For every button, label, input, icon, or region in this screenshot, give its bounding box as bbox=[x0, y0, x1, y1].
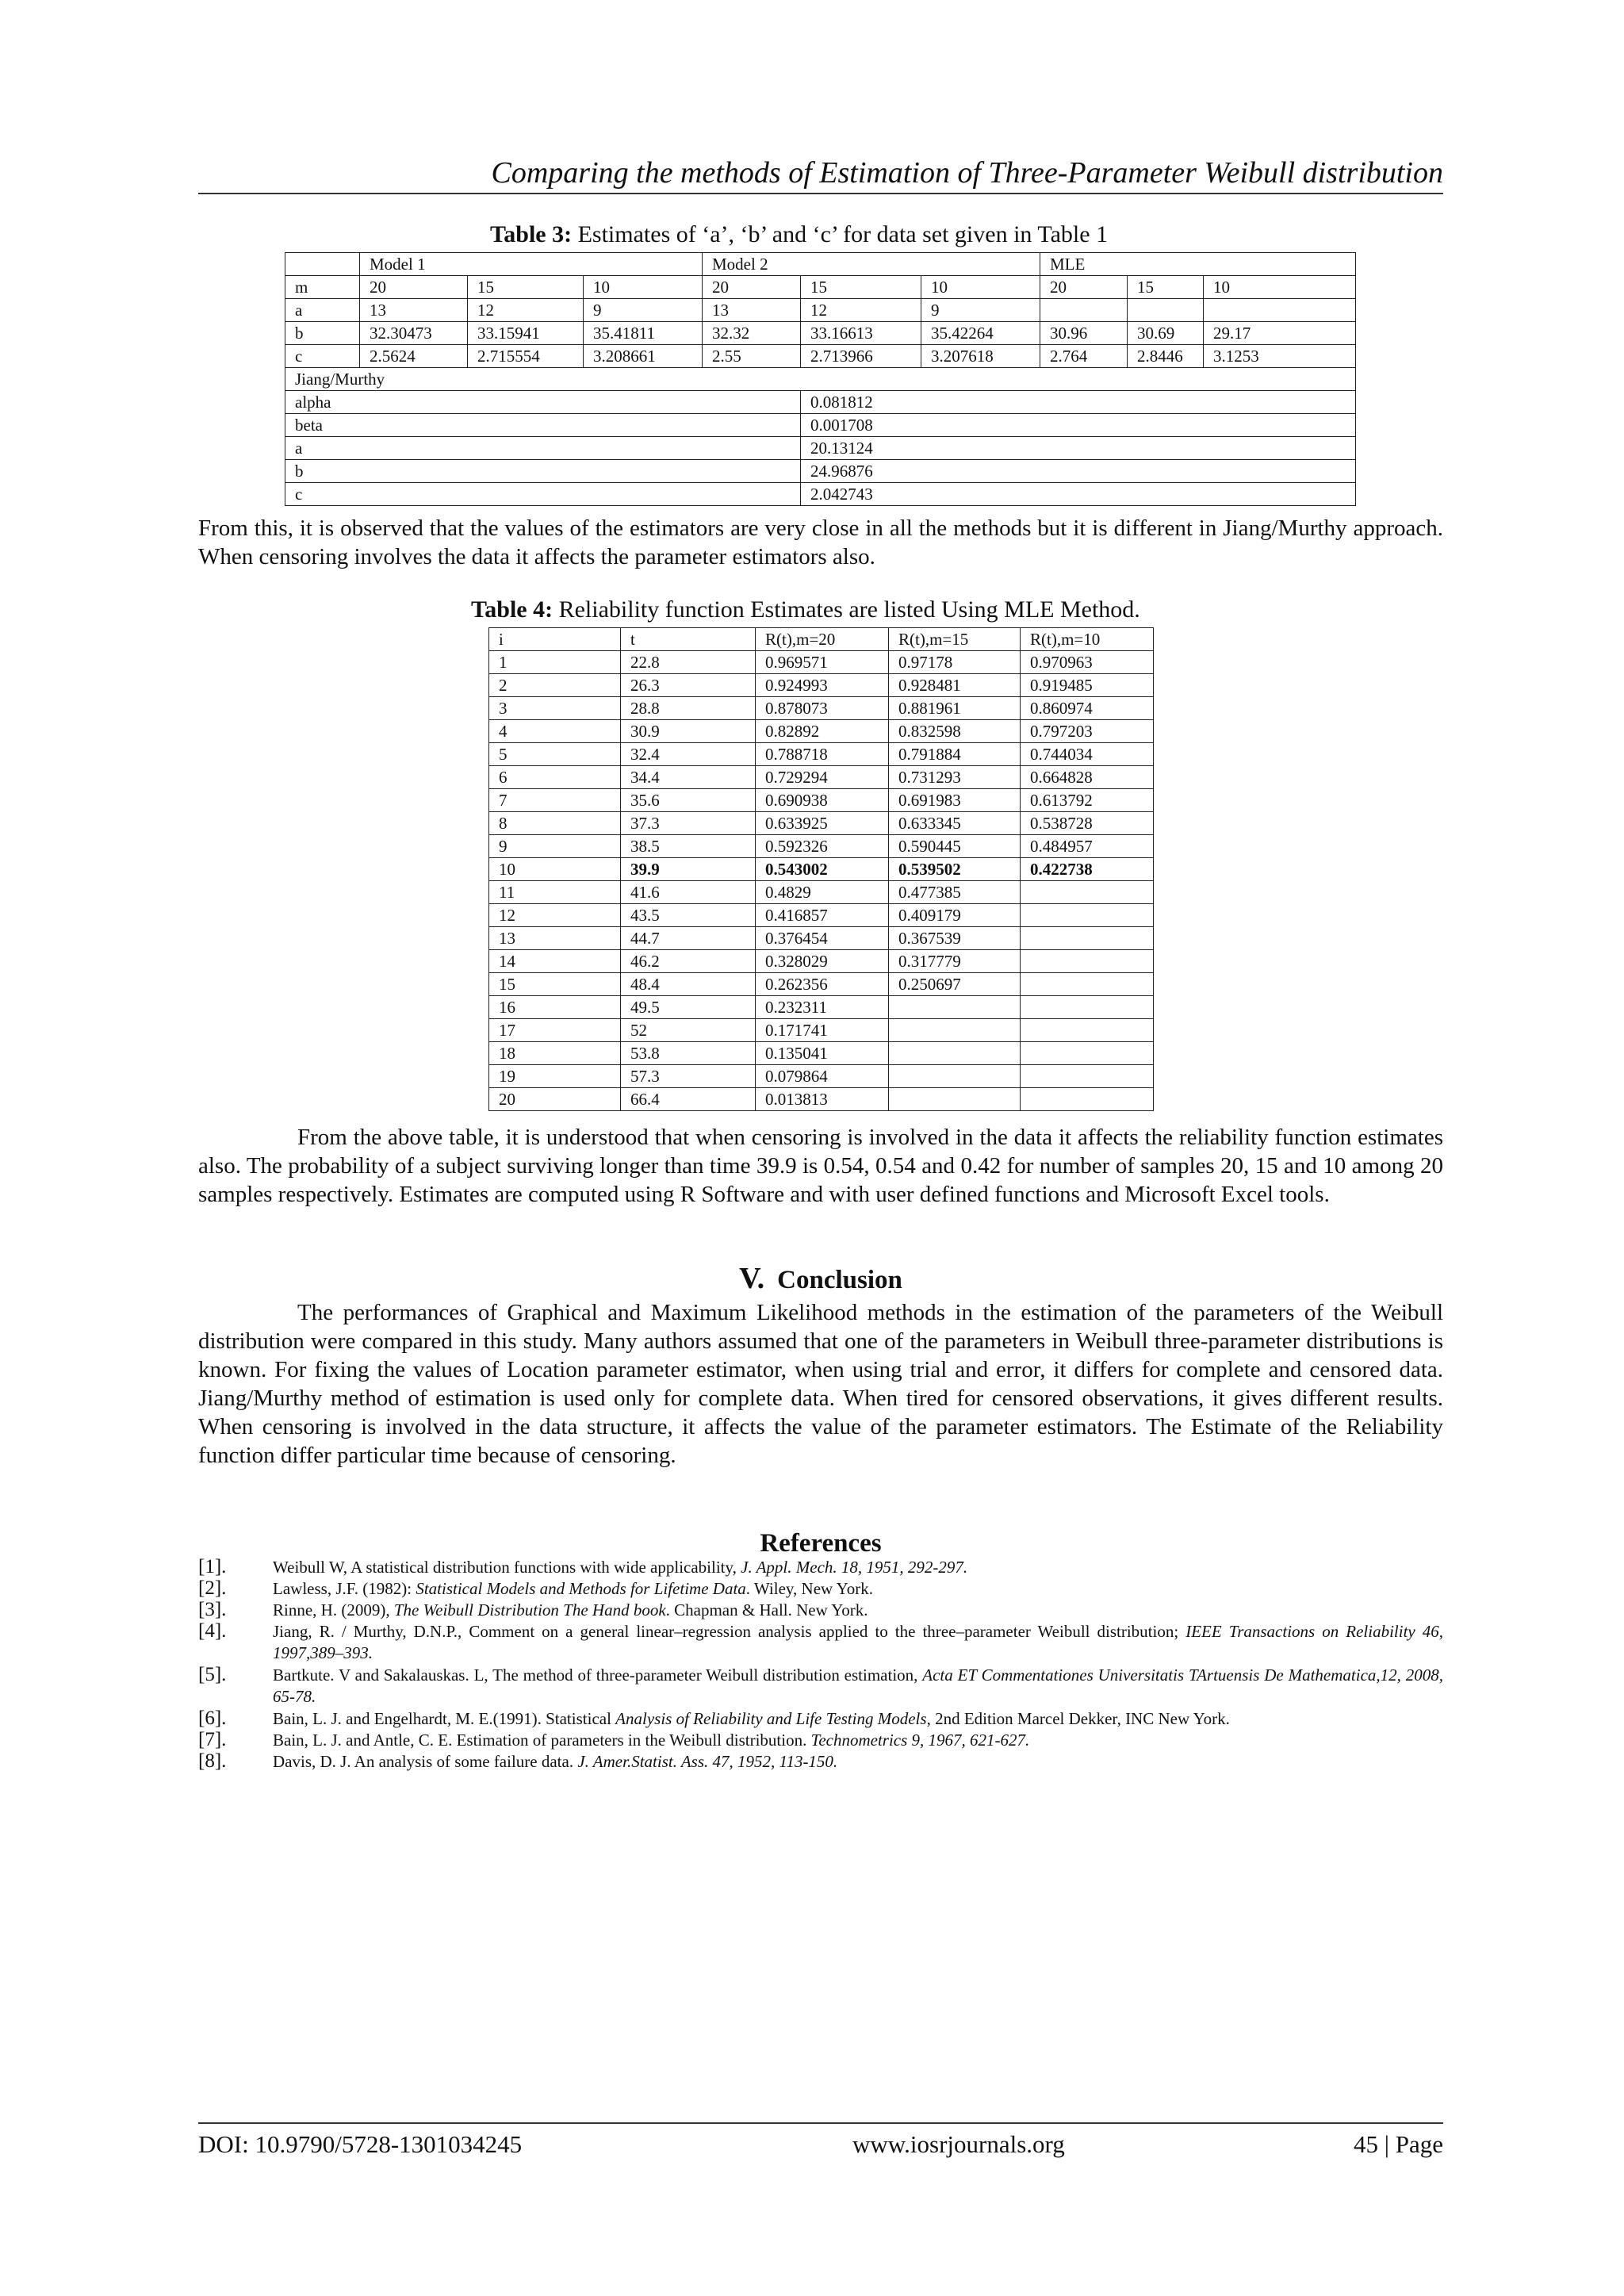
table4-row bbox=[489, 996, 1154, 1019]
table4-row bbox=[489, 881, 1154, 904]
table-cell: 32.30473 bbox=[360, 322, 468, 345]
reference-number: [1]. bbox=[198, 1556, 227, 1577]
reference-authors: Rinne, H. (2009), bbox=[273, 1600, 394, 1619]
table-cell bbox=[1040, 299, 1128, 322]
table-cell: 0.832598 bbox=[889, 720, 1021, 743]
table3-caption-label: Table 3: bbox=[490, 221, 573, 247]
table-cell: 0.262356 bbox=[756, 973, 889, 996]
reference-authors: Weibull W, A statistical distribution functions with wide applicability, bbox=[273, 1558, 741, 1577]
table-cell: 20 bbox=[703, 276, 801, 299]
table-cell: 0.797203 bbox=[1021, 720, 1154, 743]
reference-source: Technometrics 9, 1967, 621-627. bbox=[810, 1731, 1030, 1750]
jiang-murthy-row bbox=[285, 437, 1356, 460]
table-cell bbox=[889, 1042, 1021, 1065]
table-cell bbox=[1021, 1019, 1154, 1042]
table-cell: 43.5 bbox=[621, 904, 756, 927]
table4-row bbox=[489, 1088, 1154, 1111]
table-cell: 30.69 bbox=[1128, 322, 1204, 345]
row-label: a bbox=[285, 437, 801, 460]
table-cell: 19 bbox=[489, 1065, 621, 1088]
table-cell: 10 bbox=[584, 276, 703, 299]
table3-row bbox=[285, 322, 1356, 345]
table-cell: 13 bbox=[489, 927, 621, 950]
table-cell: 1 bbox=[489, 651, 621, 674]
table-cell: 10 bbox=[489, 858, 621, 881]
reference-number: [2]. bbox=[198, 1577, 227, 1599]
table-cell: 2.5624 bbox=[360, 345, 468, 368]
reference-source: IEEE Transactions on Reliability 46, 1997,389–393. bbox=[273, 1622, 1443, 1662]
reference-source: The Weibull Distribution The Hand book bbox=[393, 1600, 666, 1619]
column-header: t bbox=[621, 628, 756, 651]
jiang-murthy-value: 2.042743 bbox=[801, 483, 1356, 506]
table-cell bbox=[1021, 1042, 1154, 1065]
reference-number: [7]. bbox=[198, 1729, 227, 1750]
reference-number: [5]. bbox=[198, 1664, 227, 1685]
conclusion-title: Conclusion bbox=[777, 1266, 902, 1294]
table-cell: 3.207618 bbox=[921, 345, 1040, 368]
column-header: R(t),m=10 bbox=[1021, 628, 1154, 651]
table-cell: 0.317779 bbox=[889, 950, 1021, 973]
table-cell: 0.919485 bbox=[1021, 674, 1154, 697]
table-cell: 0.878073 bbox=[756, 697, 889, 720]
table-cell: 0.409179 bbox=[889, 904, 1021, 927]
jiang-murthy-row bbox=[285, 414, 1356, 437]
table-cell: 0.82892 bbox=[756, 720, 889, 743]
table4-row bbox=[489, 835, 1154, 858]
jiang-murthy-row bbox=[285, 460, 1356, 483]
table-cell: 0.633345 bbox=[889, 812, 1021, 835]
table-cell: 0.970963 bbox=[1021, 651, 1154, 674]
table-cell: 7 bbox=[489, 789, 621, 812]
reference-text bbox=[273, 1708, 1443, 1730]
table-cell bbox=[889, 1088, 1021, 1111]
table-cell: 9 bbox=[584, 299, 703, 322]
table-cell: 0.613792 bbox=[1021, 789, 1154, 812]
table-cell: 48.4 bbox=[621, 973, 756, 996]
table-cell: 0.788718 bbox=[756, 743, 889, 766]
footer-doi: DOI: 10.9790/5728-1301034245 bbox=[198, 2130, 523, 2158]
table-cell: 2.713966 bbox=[801, 345, 921, 368]
table-cell: 49.5 bbox=[621, 996, 756, 1019]
table-cell: 11 bbox=[489, 881, 621, 904]
table-cell: 0.729294 bbox=[756, 766, 889, 789]
table-cell: 0.250697 bbox=[889, 973, 1021, 996]
reference-source: Acta ET Commentationes Universitatis TArtuensis De Mathematica,12, 2008, 65-78. bbox=[273, 1665, 1443, 1706]
running-title: Comparing the methods of Estimation of Three-Parameter Weibull distribution bbox=[491, 156, 1443, 190]
table-cell: 15 bbox=[489, 973, 621, 996]
column-header: R(t),m=20 bbox=[756, 628, 889, 651]
table-cell: 0.744034 bbox=[1021, 743, 1154, 766]
table-cell: 39.9 bbox=[621, 858, 756, 881]
table3-header-row bbox=[285, 253, 1356, 276]
jiang-murthy-value: 20.13124 bbox=[801, 437, 1356, 460]
table-cell: 0.079864 bbox=[756, 1065, 889, 1088]
table-cell: 20 bbox=[489, 1088, 621, 1111]
table4-row bbox=[489, 1019, 1154, 1042]
row-label: beta bbox=[285, 414, 801, 437]
column-header: R(t),m=15 bbox=[889, 628, 1021, 651]
row-label: m bbox=[285, 276, 360, 299]
jiang-murthy-row bbox=[285, 391, 1356, 414]
table-cell: 0.135041 bbox=[756, 1042, 889, 1065]
reference-number: [6]. bbox=[198, 1708, 227, 1729]
table-cell bbox=[889, 1065, 1021, 1088]
table4-row bbox=[489, 1065, 1154, 1088]
table4-caption bbox=[471, 596, 1140, 623]
table4 bbox=[488, 627, 1154, 1111]
table-cell: 0.367539 bbox=[889, 927, 1021, 950]
table-cell: 0.376454 bbox=[756, 927, 889, 950]
reference-authors: Bain, L. J. and Engelhardt, M. E.(1991). Statistical bbox=[273, 1709, 616, 1728]
references-heading: References bbox=[760, 1529, 882, 1558]
table4-caption-text: Reliability function Estimates are listed Using MLE Method. bbox=[553, 596, 1140, 623]
jiang-murthy-value: 0.001708 bbox=[801, 414, 1356, 437]
reference-text bbox=[273, 1730, 1443, 1751]
table-cell: 2.715554 bbox=[468, 345, 584, 368]
table-cell: 57.3 bbox=[621, 1065, 756, 1088]
table-cell: 0.969571 bbox=[756, 651, 889, 674]
reference-suffix: . Wiley, New York. bbox=[745, 1579, 873, 1598]
reference-text bbox=[273, 1557, 1443, 1578]
reference-authors: Lawless, J.F. (1982): bbox=[273, 1579, 416, 1598]
table-cell: 2 bbox=[489, 674, 621, 697]
header-rule bbox=[198, 193, 1443, 194]
reference-authors: Davis, D. J. An analysis of some failure data. bbox=[273, 1752, 578, 1771]
row-label: b bbox=[285, 460, 801, 483]
paragraph-2: From the above table, it is understood that when censoring is involved in the data it affects the reliability function estimates also. The probability of a subject surviving longer than time 39.9 is 0.54, 0.54 and 0.42 for number of samples 20, 15 and 10 among 20 samples respectively. Estimates are computed using R Software and with user defined functions and Microsoft Excel tools. bbox=[198, 1125, 1443, 1207]
table-cell bbox=[889, 1019, 1021, 1042]
table4-row bbox=[489, 697, 1154, 720]
table4-row bbox=[489, 674, 1154, 697]
table-cell: 0.97178 bbox=[889, 651, 1021, 674]
table-cell: 2.764 bbox=[1040, 345, 1128, 368]
table-cell: 15 bbox=[468, 276, 584, 299]
table-cell bbox=[889, 996, 1021, 1019]
table3 bbox=[285, 252, 1356, 506]
table4-row bbox=[489, 720, 1154, 743]
table3-caption-text: Estimates of ‘a’, ‘b’ and ‘c’ for data set given in Table 1 bbox=[572, 221, 1109, 247]
table-cell: 0.477385 bbox=[889, 881, 1021, 904]
table-cell: 0.791884 bbox=[889, 743, 1021, 766]
table-cell bbox=[1021, 973, 1154, 996]
table-cell: 0.422738 bbox=[1021, 858, 1154, 881]
model-header: Model 2 bbox=[703, 253, 1040, 276]
table-cell: 13 bbox=[360, 299, 468, 322]
table-cell: 0.539502 bbox=[889, 858, 1021, 881]
table-cell: 0.928481 bbox=[889, 674, 1021, 697]
row-label: c bbox=[285, 345, 360, 368]
table-cell: 0.232311 bbox=[756, 996, 889, 1019]
table-cell: 15 bbox=[801, 276, 921, 299]
table-cell: 38.5 bbox=[621, 835, 756, 858]
table4-row bbox=[489, 858, 1154, 881]
table-cell bbox=[1204, 299, 1356, 322]
paragraph-1: From this, it is observed that the values of the estimators are very close in all the methods but it is different in Jiang/Murthy approach. When censoring involves the data it affects the parameter estimators also. bbox=[198, 516, 1443, 569]
reference-source: J. Amer.Statist. Ass. 47, 1952, 113-150. bbox=[577, 1752, 838, 1771]
table-cell: 26.3 bbox=[621, 674, 756, 697]
model-header: MLE bbox=[1040, 253, 1356, 276]
table-cell: 0.633925 bbox=[756, 812, 889, 835]
reference-text bbox=[273, 1665, 1443, 1708]
jiang-murthy-title-row bbox=[285, 368, 1356, 391]
table-cell: 0.881961 bbox=[889, 697, 1021, 720]
table-cell: 34.4 bbox=[621, 766, 756, 789]
footer-page-number: 45 | Page bbox=[1354, 2130, 1443, 2158]
row-label: alpha bbox=[285, 391, 801, 414]
table-cell: 35.41811 bbox=[584, 322, 703, 345]
table-cell bbox=[1021, 1088, 1154, 1111]
table4-row bbox=[489, 927, 1154, 950]
table4-row bbox=[489, 743, 1154, 766]
table4-row bbox=[489, 1042, 1154, 1065]
conclusion-text: The performances of Graphical and Maximum Likelihood methods in the estimation of the parameters of the Weibull distribution were compared in this study. Many authors assumed that one of the parameters in Weibull three-parameter distributions is known. For fixing the values of Location parameter estimator, when using trial and error, it differs for complete and censored data. Jiang/Murthy method of estimation is used only for complete data. When tired for censored observations, it gives different results. When censoring is involved in the data structure, it affects the value of the parameter estimators. The Estimate of the Reliability function differ particular time because of censoring. bbox=[198, 1300, 1443, 1468]
reference-text bbox=[273, 1578, 1443, 1600]
table-cell: 22.8 bbox=[621, 651, 756, 674]
table-cell: 37.3 bbox=[621, 812, 756, 835]
column-header: i bbox=[489, 628, 621, 651]
jiang-murthy-title: Jiang/Murthy bbox=[285, 368, 1356, 391]
table-cell: 0.484957 bbox=[1021, 835, 1154, 858]
table-cell: 0.690938 bbox=[756, 789, 889, 812]
table-cell: 44.7 bbox=[621, 927, 756, 950]
table-cell: 30.96 bbox=[1040, 322, 1128, 345]
table-cell: 16 bbox=[489, 996, 621, 1019]
reference-suffix: . Chapman & Hall. New York. bbox=[665, 1600, 868, 1619]
table-cell: 10 bbox=[1204, 276, 1356, 299]
table-cell: 0.664828 bbox=[1021, 766, 1154, 789]
reference-number: [8]. bbox=[198, 1750, 227, 1772]
table3-row bbox=[285, 345, 1356, 368]
footer-website: www.iosrjournals.org bbox=[852, 2130, 1065, 2158]
table-cell: 12 bbox=[489, 904, 621, 927]
table-cell: 0.328029 bbox=[756, 950, 889, 973]
table-cell: 32.4 bbox=[621, 743, 756, 766]
row-label: c bbox=[285, 483, 801, 506]
table3-row bbox=[285, 299, 1356, 322]
table-cell: 28.8 bbox=[621, 697, 756, 720]
table-cell: 13 bbox=[703, 299, 801, 322]
footer-rule bbox=[198, 2122, 1443, 2124]
reference-source: Analysis of Reliability and Life Testing Models bbox=[615, 1709, 927, 1728]
table4-row bbox=[489, 904, 1154, 927]
table-cell: 8 bbox=[489, 812, 621, 835]
table-cell: 0.691983 bbox=[889, 789, 1021, 812]
jiang-murthy-row bbox=[285, 483, 1356, 506]
model-header: Model 1 bbox=[360, 253, 703, 276]
reference-number: [3]. bbox=[198, 1599, 227, 1620]
table-cell: 10 bbox=[921, 276, 1040, 299]
table-cell: 15 bbox=[1128, 276, 1204, 299]
reference-suffix: , 2nd Edition Marcel Dekker, INC New York. bbox=[926, 1709, 1230, 1728]
table-cell: 5 bbox=[489, 743, 621, 766]
row-label: a bbox=[285, 299, 360, 322]
reference-authors: Bain, L. J. and Antle, C. E. Estimation of parameters in the Weibull distribution. bbox=[273, 1731, 811, 1750]
table-cell: 0.731293 bbox=[889, 766, 1021, 789]
table-cell: 20 bbox=[360, 276, 468, 299]
conclusion-heading bbox=[198, 1261, 1443, 1296]
row-label: b bbox=[285, 322, 360, 345]
jiang-murthy-value: 0.081812 bbox=[801, 391, 1356, 414]
table-cell: 46.2 bbox=[621, 950, 756, 973]
table-cell: 0.013813 bbox=[756, 1088, 889, 1111]
table-cell: 0.543002 bbox=[756, 858, 889, 881]
reference-text bbox=[273, 1600, 1443, 1621]
table-cell: 35.42264 bbox=[921, 322, 1040, 345]
table4-row bbox=[489, 973, 1154, 996]
conclusion-number: V. bbox=[739, 1262, 765, 1295]
table4-row bbox=[489, 950, 1154, 973]
reference-source: Statistical Models and Methods for Lifetime Data bbox=[416, 1579, 746, 1598]
table-cell: 18 bbox=[489, 1042, 621, 1065]
table3-row bbox=[285, 276, 1356, 299]
table-cell: 33.15941 bbox=[468, 322, 584, 345]
table-cell: 35.6 bbox=[621, 789, 756, 812]
reference-authors: Jiang, R. / Murthy, D.N.P., Comment on a general linear–regression analysis applied to the three–parameter Weibull distribution; bbox=[273, 1622, 1186, 1641]
table4-row bbox=[489, 651, 1154, 674]
table-cell: 0.860974 bbox=[1021, 697, 1154, 720]
table-cell-empty bbox=[285, 253, 360, 276]
page bbox=[198, 0, 1443, 2296]
reference-number: [4]. bbox=[198, 1620, 227, 1642]
table-cell bbox=[1021, 881, 1154, 904]
table-cell bbox=[1021, 904, 1154, 927]
table4-caption-label: Table 4: bbox=[471, 596, 553, 623]
table-cell: 30.9 bbox=[621, 720, 756, 743]
table-cell: 33.16613 bbox=[801, 322, 921, 345]
table3-caption bbox=[490, 221, 1108, 248]
table4-header-row bbox=[489, 628, 1154, 651]
table-cell bbox=[1128, 299, 1204, 322]
table-cell: 12 bbox=[801, 299, 921, 322]
table-cell: 0.924993 bbox=[756, 674, 889, 697]
reference-source: J. Appl. Mech. 18, 1951, 292-297. bbox=[741, 1558, 968, 1577]
table-cell: 17 bbox=[489, 1019, 621, 1042]
table-cell: 3 bbox=[489, 697, 621, 720]
table-cell: 12 bbox=[468, 299, 584, 322]
table-cell: 3.208661 bbox=[584, 345, 703, 368]
table-cell: 2.8446 bbox=[1128, 345, 1204, 368]
table-cell: 52 bbox=[621, 1019, 756, 1042]
table-cell: 14 bbox=[489, 950, 621, 973]
table-cell: 66.4 bbox=[621, 1088, 756, 1111]
table-cell: 0.590445 bbox=[889, 835, 1021, 858]
table-cell bbox=[1021, 950, 1154, 973]
table-cell bbox=[1021, 927, 1154, 950]
table-cell: 29.17 bbox=[1204, 322, 1356, 345]
table-cell: 2.55 bbox=[703, 345, 801, 368]
table-cell: 0.4829 bbox=[756, 881, 889, 904]
table-cell: 53.8 bbox=[621, 1042, 756, 1065]
reference-authors: Bartkute. V and Sakalauskas. L, The method of three-parameter Weibull distribution estimation, bbox=[273, 1665, 923, 1685]
table-cell bbox=[1021, 996, 1154, 1019]
table-cell: 9 bbox=[921, 299, 1040, 322]
table4-row bbox=[489, 812, 1154, 835]
table-cell: 3.1253 bbox=[1204, 345, 1356, 368]
table-cell: 0.592326 bbox=[756, 835, 889, 858]
table-cell: 9 bbox=[489, 835, 621, 858]
table-cell: 4 bbox=[489, 720, 621, 743]
table-cell: 32.32 bbox=[703, 322, 801, 345]
table-cell: 0.416857 bbox=[756, 904, 889, 927]
reference-text bbox=[273, 1751, 1443, 1773]
table-cell: 6 bbox=[489, 766, 621, 789]
table-cell: 0.171741 bbox=[756, 1019, 889, 1042]
table4-row bbox=[489, 766, 1154, 789]
table4-row bbox=[489, 789, 1154, 812]
table-cell: 41.6 bbox=[621, 881, 756, 904]
reference-text bbox=[273, 1621, 1443, 1664]
table-cell: 0.538728 bbox=[1021, 812, 1154, 835]
table-cell bbox=[1021, 1065, 1154, 1088]
table-cell: 20 bbox=[1040, 276, 1128, 299]
jiang-murthy-value: 24.96876 bbox=[801, 460, 1356, 483]
